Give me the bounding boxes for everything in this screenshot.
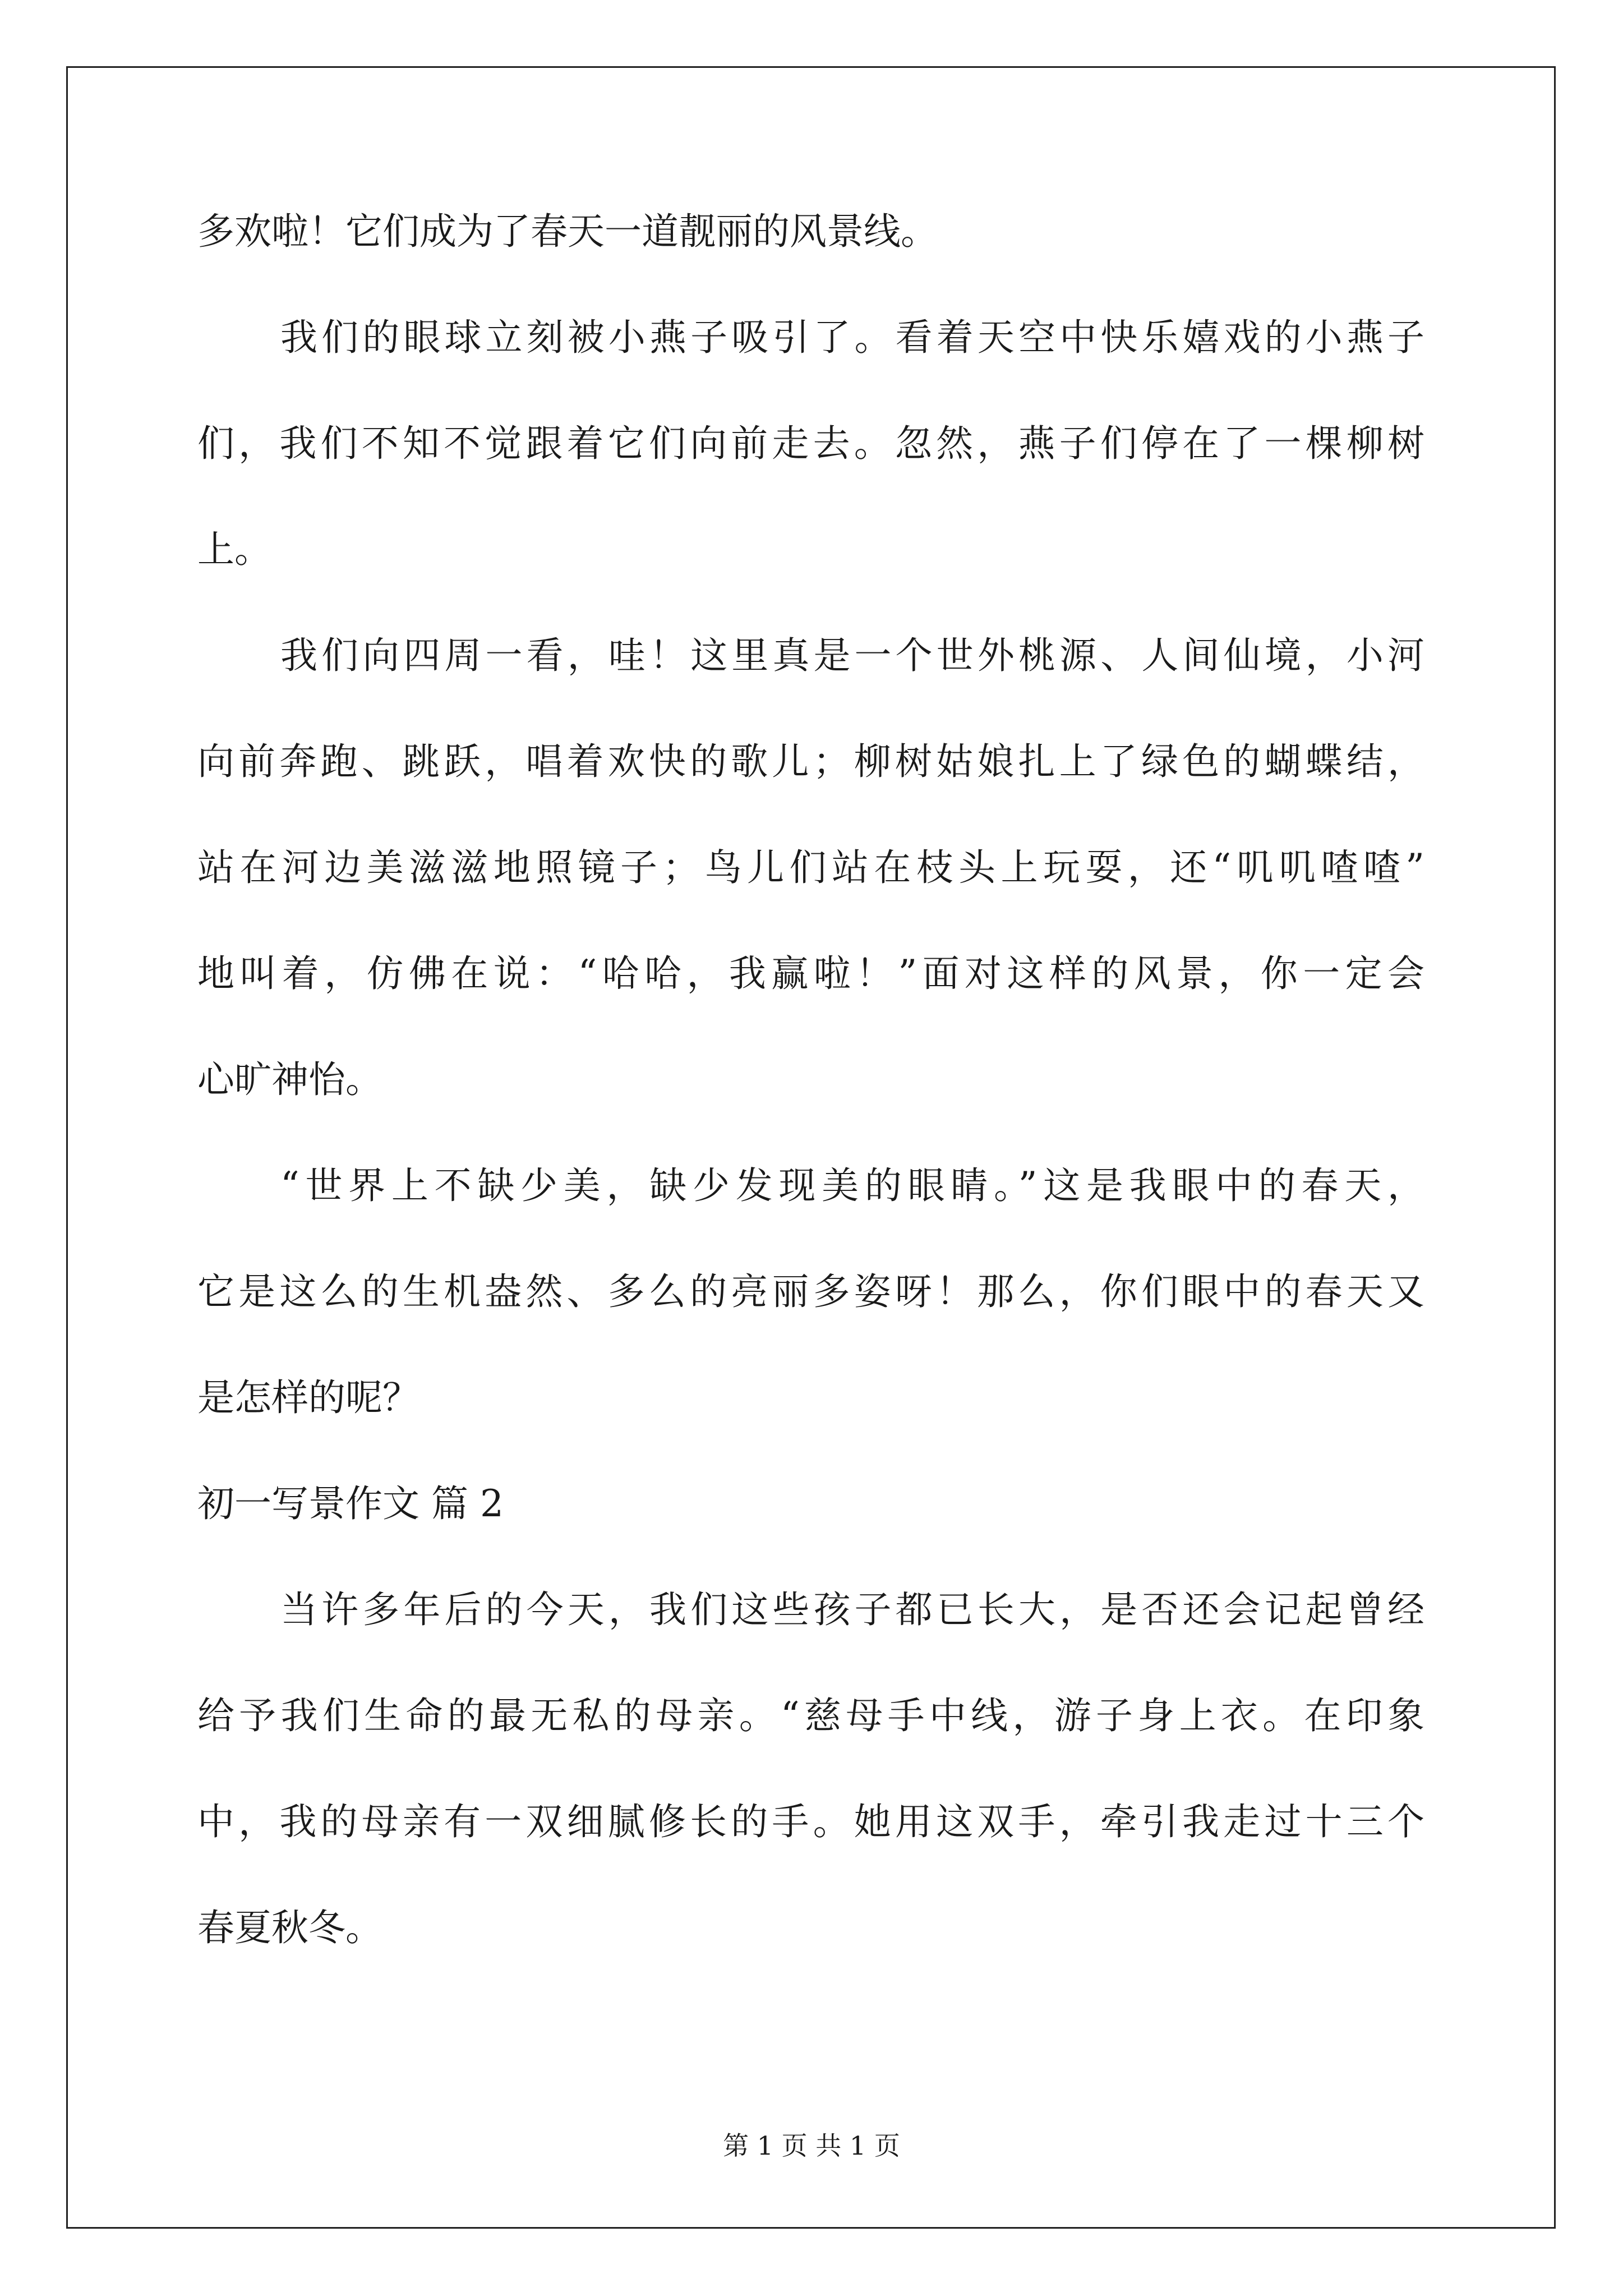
paragraph-line: 地叫着，仿佛在说：“哈哈，我赢啦！”面对这样的风景，你一定会 bbox=[197, 952, 1424, 995]
paragraph-line: 我们向四周一看，哇！这里真是一个世外桃源、人间仙境，小河 bbox=[280, 634, 1424, 677]
paragraph-line: 当许多年后的今天，我们这些孩子都已长大，是否还会记起曾经 bbox=[280, 1588, 1424, 1631]
paragraph-line: 站在河边美滋滋地照镜子；鸟儿们站在枝头上玩耍，还“叽叽喳喳” bbox=[197, 846, 1424, 889]
paragraph-line: 多欢啦！它们成为了春天一道靓丽的风景线。 bbox=[197, 210, 938, 253]
paragraph-line: “世界上不缺少美，缺少发现美的眼睛。”这是我眼中的春天， bbox=[280, 1164, 1424, 1207]
paragraph-line: 向前奔跑、跳跃，唱着欢快的歌儿；柳树姑娘扎上了绿色的蝴蝶结， bbox=[197, 740, 1424, 783]
paragraph-line: 中，我的母亲有一双细腻修长的手。她用这双手，牵引我走过十三个 bbox=[197, 1800, 1424, 1843]
paragraph-line: 是怎样的呢？ bbox=[197, 1376, 419, 1419]
paragraph-line: 心旷神怡。 bbox=[197, 1058, 382, 1101]
paragraph-line: 我们的眼球立刻被小燕子吸引了。看着天空中快乐嬉戏的小燕子 bbox=[280, 316, 1424, 359]
paragraph-line: 给予我们生命的最无私的母亲。“慈母手中线，游子身上衣。在印象 bbox=[197, 1694, 1424, 1737]
paragraph-line: 春夏秋冬。 bbox=[197, 1906, 382, 1949]
paragraph-line: 们，我们不知不觉跟着它们向前走去。忽然，燕子们停在了一棵柳树 bbox=[197, 422, 1424, 465]
page-number-footer: 第 1 页 共 1 页 bbox=[723, 2131, 900, 2161]
page-border bbox=[66, 66, 1556, 2229]
paragraph-line: 上。 bbox=[197, 528, 271, 571]
paragraph-line: 它是这么的生机盎然、多么的亮丽多姿呀！那么，你们眼中的春天又 bbox=[197, 1270, 1424, 1313]
section-heading: 初一写景作文 篇 2 bbox=[197, 1482, 504, 1525]
